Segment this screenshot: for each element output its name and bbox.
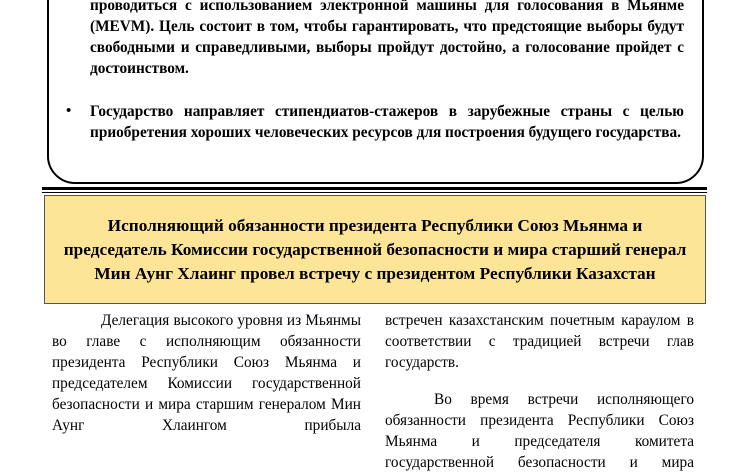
section-divider-thin (42, 192, 707, 193)
headline-banner (44, 195, 706, 304)
summary-bullet-2-text: Государство направляет стипендиатов-стажеров в зарубежные страны с целью приобретения хороших человеческих ресурсов для построения будущего государства. (90, 103, 684, 141)
article-paragraph: Во время встречи исполняющего обязанности президента Республики Союз Мьянма и председателя комитета государственной безопасности и мира (385, 391, 694, 471)
article-column-right (385, 310, 694, 473)
summary-bullet-1-text: проводиться с использованием электронной машины для голосования в Мьянме (MEVM). Цель состоит в том, чтобы гарантировать, что предстоящие выборы будут свободными и справедливыми, выборы пройдут достойно, а голосование пройдет с достоинством. (90, 0, 684, 77)
bullet-marker: • (66, 103, 72, 119)
article-column-left (52, 310, 361, 436)
article-headline: Исполняющий обязанности президента Республики Союз Мьянма и председатель Комиссии государственной безопасности и мира старший генерал Мин Аунг Хлаинг провел встречу с президентом Республики Казахстан (63, 215, 687, 283)
article-paragraph: встречен казахстанским почетным караулом в соответствии с традицией встречи глав государств. (385, 312, 694, 371)
section-divider (42, 187, 707, 190)
article-paragraph: Делегация высокого уровня из Мьянмы во главе с исполняющим обязанности президента Республики Союз Мьянма и председателем Комиссии государственной безопасности и мира старшим генералом Мин Аунг Хлаингом прибыла (52, 312, 361, 434)
